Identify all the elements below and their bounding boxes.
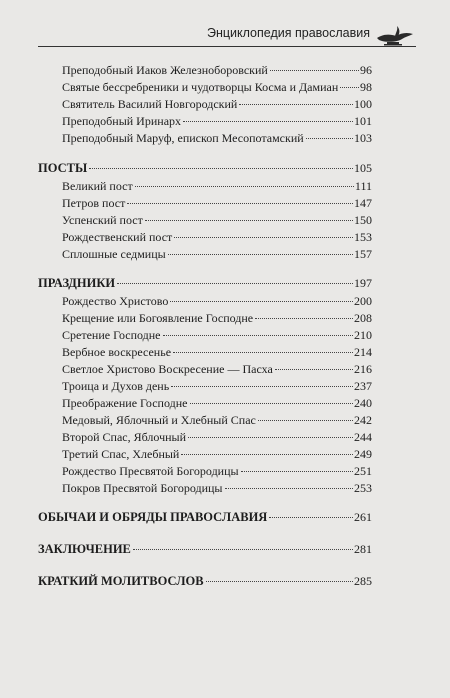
toc-section-conclusion: ЗАКЛЮЧЕНИЕ 281 (38, 542, 372, 556)
toc-entry: Светлое Христово Воскресение — Пасха 216 (62, 362, 372, 376)
oil-lamp-icon (374, 24, 416, 46)
toc-entry: Святые бессребреники и чудотворцы Косма и Дамиан 98 (62, 80, 372, 94)
running-header (38, 22, 416, 47)
toc-section-customs: ОБЫЧАИ И ОБРЯДЫ ПРАВОСЛАВИЯ 261 (38, 510, 372, 524)
toc-entry: Рождество Христово 200 (62, 294, 372, 308)
toc-entry: Преподобный Иаков Железноборовский 96 (62, 63, 372, 77)
toc-entry: Третий Спас, Хлебный 249 (62, 447, 372, 461)
toc-entry: Крещение или Богоявление Господне 208 (62, 311, 372, 325)
toc-entry: Вербное воскресенье 214 (62, 345, 372, 359)
toc-entry: Преподобный Маруф, епископ Месопотамский 103 (62, 131, 372, 145)
toc-section-holidays: ПРАЗДНИКИ 197 (38, 276, 372, 290)
toc-entry: Петров пост 147 (62, 196, 372, 210)
toc-entry: Покров Пресвятой Богородицы 253 (62, 481, 372, 495)
toc-section-prayerbook: КРАТКИЙ МОЛИТВОСЛОВ 285 (38, 574, 372, 588)
toc-entry: Преподобный Иринарх 101 (62, 114, 372, 128)
toc-entry: Рождество Пресвятой Богородицы 251 (62, 464, 372, 478)
toc-entry: Сплошные седмицы 157 (62, 247, 372, 261)
toc-entry: Святитель Василий Новгородский 100 (62, 97, 372, 111)
toc-entry: Преображение Господне 240 (62, 396, 372, 410)
toc-entry: Рождественский пост 153 (62, 230, 372, 244)
toc-entry: Великий пост 111 (62, 179, 372, 193)
running-header-title: Энциклопедия православия (206, 26, 370, 40)
toc-entry: Успенский пост 150 (62, 213, 372, 227)
toc-entry: Сретение Господне 210 (62, 328, 372, 342)
toc-entry: Второй Спас, Яблочный 244 (62, 430, 372, 444)
toc-entry: Троица и Духов день 237 (62, 379, 372, 393)
toc-section-posts: ПОСТЫ 105 (38, 161, 372, 175)
toc-entry: Медовый, Яблочный и Хлебный Спас 242 (62, 413, 372, 427)
